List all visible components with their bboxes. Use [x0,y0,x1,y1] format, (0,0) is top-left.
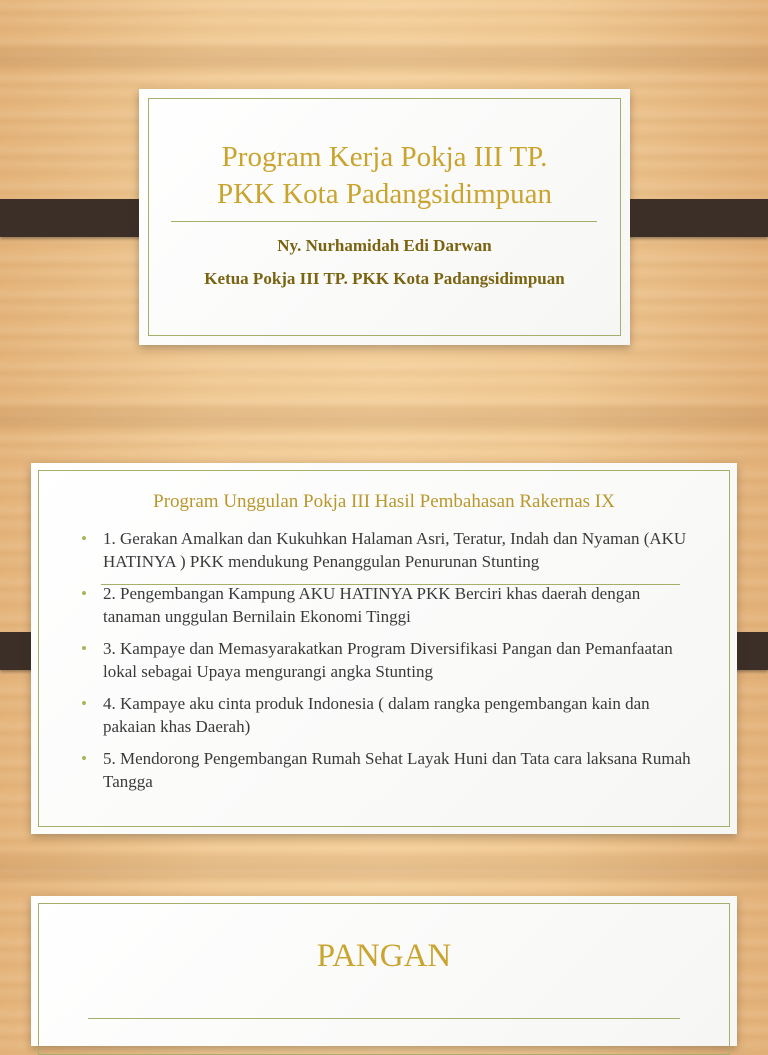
bullet-dot-icon: • [81,529,87,548]
list-item-text: 2. Pengembangan Kampung AKU HATINYA PKK Berciri khas daerah dengan tanaman unggulan Bernilain Ekonomi Tinggi [103,584,641,626]
list-item [81,637,691,683]
slide1-right-tab [612,199,768,237]
slide1-title-line1: Program Kerja Pokja III TP. [221,141,548,173]
slide3-frame [38,903,730,1055]
list-item-text: 1. Gerakan Amalkan dan Kukuhkan Halaman Asri, Teratur, Indah dan Nyaman (AKU HATINYA ) PKK mendukung Penanggulan Penurunan Stunting [103,529,687,571]
wood-band [0,850,768,886]
slide1-rule [171,221,597,222]
slide3-title: PANGAN [316,938,452,974]
list-item-text: 5. Mendorong Pengembangan Rumah Sehat Layak Huni dan Tata cara laksana Rumah Tangga [103,749,691,791]
list-item [81,582,691,628]
slide-2[interactable] [31,463,737,834]
slide1-position: Ketua Pokja III TP. PKK Kota Padangsidimpuan [204,269,565,288]
bullet-dot-icon: • [81,749,87,768]
slide2-title: Program Unggulan Pokja III Hasil Pembahasan Rakernas IX [153,491,615,512]
list-item-text: 3. Kampaye dan Memasyarakatkan Program Diversifikasi Pangan dan Pemanfaatan lokal sebagai Upaya mengurangi angka Stunting [103,639,673,681]
slide2-bullet-list [81,527,691,802]
slide1-title-line2: PKK Kota Padangsidimpuan [216,178,553,210]
list-item-text: 4. Kampaye aku cinta produk Indonesia ( dalam rangka pengembangan kain dan pakaian khas Daerah) [103,694,650,736]
wood-band [0,400,768,436]
slide1-left-tab [0,199,156,237]
list-item [81,692,691,738]
bullet-dot-icon: • [81,584,87,603]
bullet-dot-icon: • [81,694,87,713]
bullet-dot-icon: • [81,639,87,658]
wood-band [0,40,768,76]
list-item [81,747,691,793]
slide1-author: Ny. Nurhamidah Edi Darwan [277,236,492,255]
slide3-rule [88,1018,680,1019]
list-item [81,527,691,573]
slide1-frame [148,98,621,336]
slide-1[interactable] [139,89,630,345]
